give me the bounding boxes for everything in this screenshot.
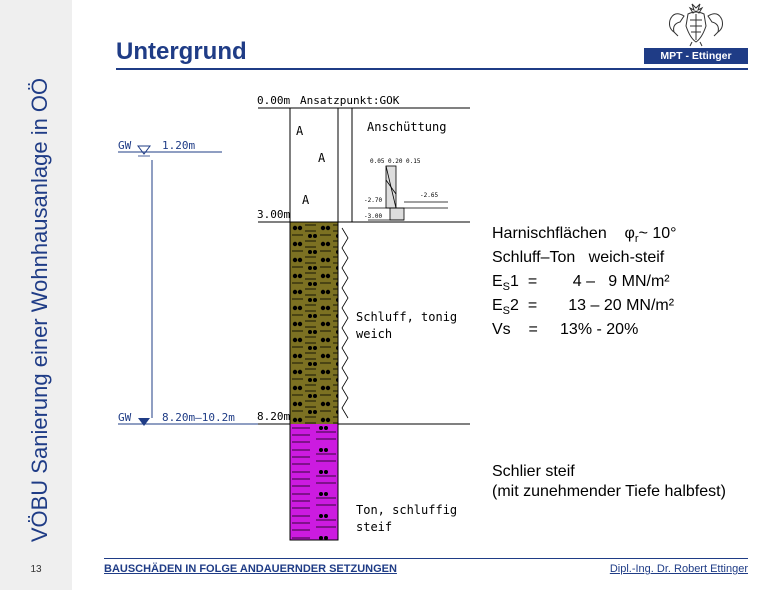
- gw-value-2: 8.20m–10.2m: [162, 411, 235, 424]
- es2-value: = 13 – 20 MN/m²: [527, 297, 675, 314]
- detail-level-3: -2.65: [420, 192, 439, 199]
- page-number: 13: [30, 564, 42, 575]
- es1-subscript: S: [502, 281, 511, 294]
- detail-dim-3: 0.15: [406, 158, 421, 165]
- harnisch-label: Harnischflächen: [492, 225, 607, 242]
- es1-row: [492, 270, 677, 294]
- gw-label-1: GW: [118, 139, 132, 152]
- depth-3m: 3.00m: [257, 208, 291, 221]
- gw-value-1: 1.20m: [162, 139, 196, 152]
- schluff-ton-row: Schluff–Ton weich-steif: [492, 249, 665, 266]
- es1-value: = 4 – 9 MN/m²: [527, 273, 670, 290]
- depth-8-2m: 8.20m: [257, 410, 291, 423]
- footer-divider: [104, 558, 748, 559]
- footer-topic: BAUSCHÄDEN IN FOLGE ANDAUERNDER SETZUNGEN: [104, 563, 397, 575]
- lower-stratum-line1: Schlier steif: [492, 463, 575, 480]
- es2-symbol: E: [492, 297, 503, 314]
- detail-level-1: -2.70: [364, 197, 383, 204]
- fill-symbol-2: A: [318, 151, 326, 165]
- es1-symbol: E: [492, 273, 503, 290]
- footer-author: Dipl.-Ing. Dr. Robert Ettinger: [609, 563, 748, 575]
- zigzag-line: [342, 228, 348, 418]
- phi-subscript: r: [634, 233, 639, 246]
- es2-index: 2: [510, 297, 519, 314]
- silt-label-line1: Schluff, tonig: [356, 310, 458, 324]
- gw-marker-2: [138, 418, 150, 426]
- detail-level-2: -3.00: [364, 213, 383, 220]
- logo-badge: MPT - Ettinger: [644, 48, 748, 64]
- phi-symbol: φ: [624, 225, 635, 242]
- lower-stratum-line2: (mit zunehmender Tiefe halbfest): [492, 483, 726, 500]
- harnisch-value: ~ 10°: [638, 225, 677, 242]
- soil-parameters: [492, 222, 677, 342]
- fill-symbol-3: A: [302, 193, 310, 207]
- lower-stratum-description: [492, 462, 726, 502]
- es2-subscript: S: [502, 305, 511, 318]
- depth-0m: 0.00m: [257, 94, 291, 107]
- vertical-presentation-title: VÖBU Sanierung einer Wohnhausanlage in OÖ: [27, 77, 52, 543]
- vs-row: [492, 318, 677, 342]
- vs-label: Vs: [492, 321, 511, 338]
- gw-label-2: GW: [118, 411, 132, 424]
- detail-dim-2: 0.20: [388, 158, 403, 165]
- fill-label: Anschüttung: [367, 120, 447, 134]
- fill-symbol-1: A: [296, 124, 304, 138]
- clay-label-line1: Ton, schluffig: [356, 503, 458, 517]
- slide-title: Untergrund: [116, 38, 247, 65]
- silt-label-line2: weich: [356, 327, 393, 341]
- gw-marker-1: [138, 146, 150, 154]
- es1-index: 1: [510, 273, 519, 290]
- clay-label-line2: steif: [356, 520, 393, 534]
- start-point-label: Ansatzpunkt:GOK: [300, 94, 400, 107]
- es2-row: [492, 294, 677, 318]
- detail-dim-1: 0.05: [370, 158, 385, 165]
- harnisch-row: [492, 222, 677, 246]
- vs-value: = 13% - 20%: [528, 321, 639, 338]
